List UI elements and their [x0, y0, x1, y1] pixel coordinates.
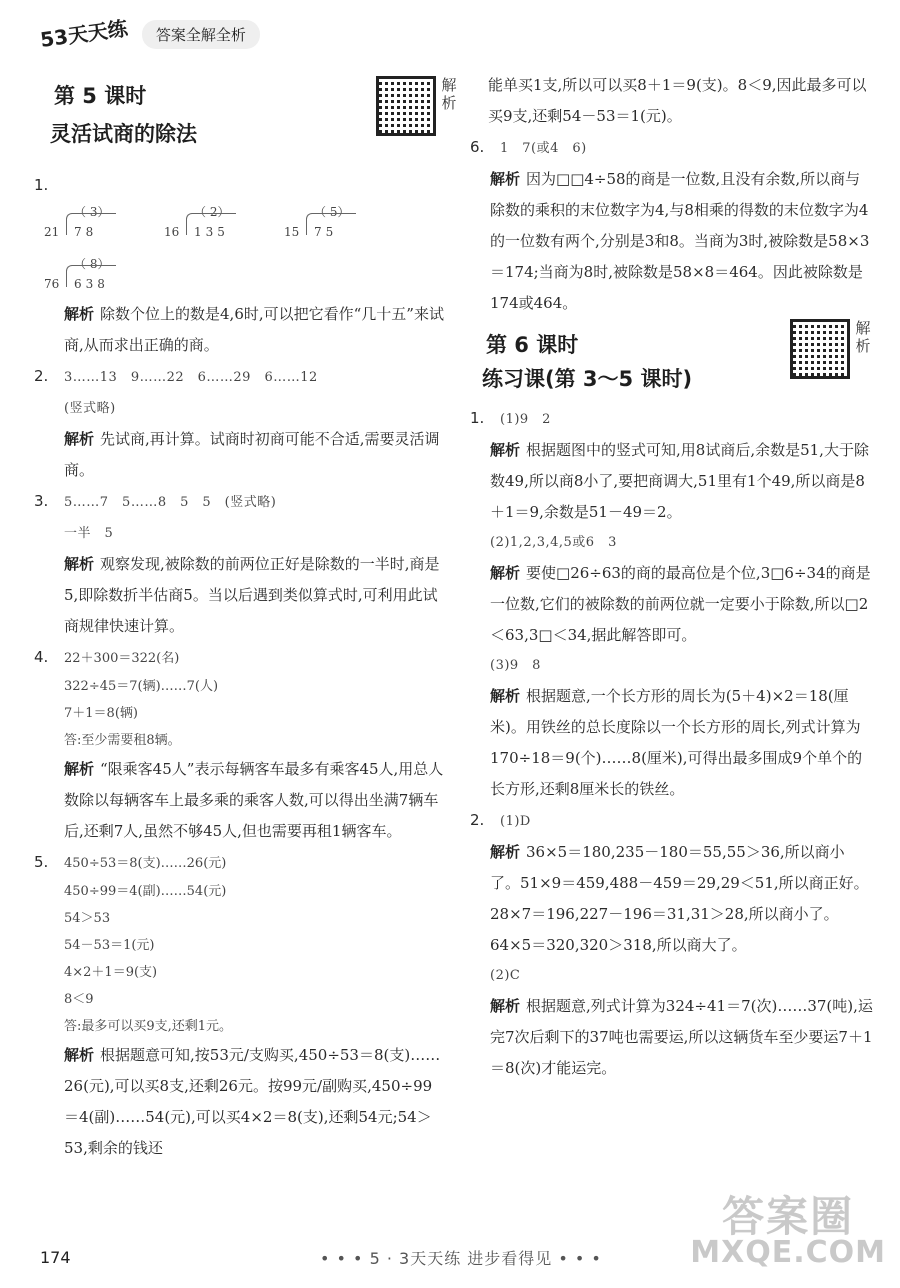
- practice-1: [470, 403, 874, 435]
- work-line: 322÷45＝7(辆)……7(人): [64, 679, 219, 694]
- question-3: [34, 486, 446, 549]
- long-division: [44, 247, 124, 295]
- work-line: 54＞53: [64, 911, 111, 926]
- header-title: 答案全解全析: [142, 20, 260, 49]
- practice-2: [470, 805, 874, 837]
- question-4: [34, 642, 446, 754]
- right-column: [470, 70, 874, 1084]
- question-5: [34, 847, 446, 1040]
- watermark-logo: [690, 1192, 886, 1270]
- analysis-p2-1: [490, 837, 874, 961]
- watermark-top: 答案圈: [722, 1192, 855, 1241]
- analysis-tag: 解析: [490, 170, 521, 188]
- question-number: 2.: [470, 811, 485, 829]
- answer-note: (竖式略): [64, 401, 116, 416]
- question-number: 1.: [470, 409, 485, 427]
- dividend: 78: [74, 225, 98, 239]
- analysis-continued: 能单买1支,所以可以买8＋1＝9(支)。8＜9,因此最多可以买9支,还剩54－53＝1(元)。: [488, 76, 867, 125]
- left-column: [34, 70, 457, 1164]
- lesson-subtitle: 灵活试商的除法: [50, 118, 197, 148]
- answer: (2)C: [490, 968, 521, 983]
- analysis-tag: 解析: [490, 843, 521, 861]
- analysis-p1-1: [490, 435, 874, 528]
- analysis-text: 根据题意,列式计算为324÷41＝7(次)……37(吨),运完7次后剩下的37吨也需要运,所以这辆货车至少要运7＋1＝8(次)才能运完。: [490, 997, 873, 1077]
- question-number: 4.: [34, 648, 49, 666]
- analysis-text: 根据题图中的竖式可知,用8试商后,余数是51,大于除数49,所以商8小了,要把商调大,51里有1个49,所以商是8＋1＝9,余数是51－49＝2。: [490, 441, 869, 521]
- analysis-3: [64, 549, 446, 642]
- question-number: 1.: [34, 176, 49, 194]
- question-number: 3.: [34, 492, 49, 510]
- work-line: 450÷53＝8(支)……26(元): [64, 856, 227, 871]
- dividend: 135: [194, 225, 229, 239]
- divisor: 21: [44, 225, 60, 239]
- lesson-5-header: [34, 70, 457, 170]
- answer: (2)1,2,3,4,5或6 3: [490, 535, 617, 550]
- analysis-1: [64, 299, 446, 361]
- work-line: 8＜9: [64, 992, 94, 1007]
- dividend: 75: [314, 225, 338, 239]
- question-number: 2.: [34, 367, 49, 385]
- page-number: 174: [40, 1248, 71, 1267]
- quotient: （ 3）: [74, 205, 110, 219]
- analysis-tag: 解析: [64, 305, 95, 323]
- work-line: 22＋300＝322(名): [64, 651, 180, 666]
- answer: 1 7(或4 6): [500, 141, 587, 156]
- footer-slogan: • • • 5 · 3天天练 进步看得见 • • •: [320, 1249, 602, 1268]
- work-line: 54－53＝1(元): [64, 938, 155, 953]
- analysis-text: 要使□26÷63的商的最高位是个位,3□6÷34的商是一位数,它们的被除数的前两位就一定要小于除数,所以□2＜63,3□＜34,据此解答即可。: [490, 564, 871, 644]
- analysis-text: 因为□□4÷58的商是一位数,且没有余数,所以商与除数的乘积的末位数字为4,与8相乘的得数的末位数字为4的一位数有两个,分别是3和8。当商为3时,被除数是58×3＝174;当商为8时,被除数是58×8＝464。因此被除数是174或464。: [490, 170, 870, 312]
- long-division: [164, 195, 244, 243]
- analysis-text: 观察发现,被除数的前两位正好是除数的一半时,商是5,即除数折半估商5。当以后遇到类似算式时,可利用此试商规律快速计算。: [64, 555, 440, 635]
- quotient: （ 5）: [314, 205, 350, 219]
- divisor: 16: [164, 225, 180, 239]
- analysis-p1-3: [490, 681, 874, 805]
- lesson-title: 第 6 课时: [480, 329, 584, 359]
- work-line: 答:最多可以买9支,还剩1元。: [64, 1019, 233, 1034]
- question-6: [470, 132, 874, 164]
- qr-code-icon[interactable]: [376, 76, 436, 136]
- brand-logo: 53天天练: [38, 16, 130, 52]
- analysis-text: 36×5＝180,235－180＝55,55＞36,所以商小了。51×9＝459,488－459＝29,29＜51,所以商正好。28×7＝196,227－196＝31,31＞28,所以商小了。64×5＝320,320＞318,所以商大了。: [490, 843, 869, 954]
- analysis-text: 根据题意,一个长方形的周长为(5＋4)×2＝18(厘米)。用铁丝的总长度除以一个长方形的周长,列式计算为170÷18＝9(个)……8(厘米),可得出最多围成9个单个的长方形,还剩8厘米长的铁丝。: [490, 687, 863, 798]
- qr-label: 解析: [441, 76, 457, 112]
- question-number: 5.: [34, 853, 49, 871]
- question-number: 6.: [470, 138, 485, 156]
- answer: (3)9 8: [490, 658, 541, 673]
- work-line: 7＋1＝8(辆): [64, 706, 138, 721]
- divisor: 76: [44, 277, 60, 291]
- question-2: [34, 361, 446, 424]
- long-division: [284, 195, 364, 243]
- qr-code-icon[interactable]: [790, 319, 850, 379]
- analysis-tag: 解析: [64, 430, 95, 448]
- quotient: （ 8）: [74, 257, 110, 271]
- analysis-4: [64, 754, 446, 847]
- page-header: [40, 12, 260, 56]
- analysis-2: [64, 424, 446, 486]
- analysis-text: 除数个位上的数是4,6时,可以把它看作“几十五”来试商,从而求出正确的商。: [64, 305, 444, 354]
- answer: 3……13 9……22 6……29 6……12: [64, 370, 318, 385]
- analysis-tag: 解析: [64, 1046, 95, 1064]
- dividend: 638: [74, 277, 109, 291]
- analysis-tag: 解析: [490, 441, 521, 459]
- analysis-tag: 解析: [490, 997, 521, 1015]
- analysis-p2-2: [490, 991, 874, 1084]
- divisor: 15: [284, 225, 300, 239]
- work-line: 4×2＋1＝9(支): [64, 965, 158, 980]
- analysis-tag: 解析: [64, 555, 95, 573]
- long-division: [44, 195, 124, 243]
- qr-label: 解析: [855, 319, 871, 355]
- analysis-text: 先试商,再计算。试商时初商可能不合适,需要灵活调商。: [64, 430, 440, 479]
- analysis-6: [490, 164, 874, 319]
- quotient: （ 2）: [194, 205, 230, 219]
- analysis-p1-2: [490, 558, 874, 651]
- analysis-text: 根据题意可知,按53元/支购买,450÷53＝8(支)……26(元),可以买8支,还剩26元。按99元/副购买,450÷99＝4(副)……54(元),可以买4×2＝8(支),还剩54元;54＞53,剩余的钱还: [64, 1046, 441, 1157]
- work-line: 答:至少需要租8辆。: [64, 733, 181, 748]
- lesson-subtitle: 练习课(第 3～5 课时): [482, 363, 692, 393]
- work-line: 450÷99＝4(副)……54(元): [64, 884, 227, 899]
- answer: 5……7 5……8 5 5 (竖式略): [64, 495, 277, 510]
- analysis-5: [64, 1040, 446, 1164]
- analysis-tag: 解析: [490, 687, 521, 705]
- lesson-title: 第 5 课时: [48, 80, 152, 110]
- analysis-text: “限乘客45人”表示每辆客车最多有乘客45人,用总人数除以每辆客车上最多乘的乘客人数,可以得出坐满7辆车后,还剩7人,虽然不够45人,但也需要再租1辆客车。: [64, 760, 444, 840]
- answer-line-2: 一半 5: [64, 526, 114, 541]
- analysis-tag: 解析: [64, 760, 95, 778]
- analysis-tag: 解析: [490, 564, 521, 582]
- watermark-bottom: MXQE.COM: [690, 1235, 886, 1270]
- answer: (1)D: [500, 814, 531, 829]
- question-1: [34, 170, 446, 299]
- answer: (1)9 2: [500, 412, 551, 427]
- lesson-6-header: [474, 319, 874, 403]
